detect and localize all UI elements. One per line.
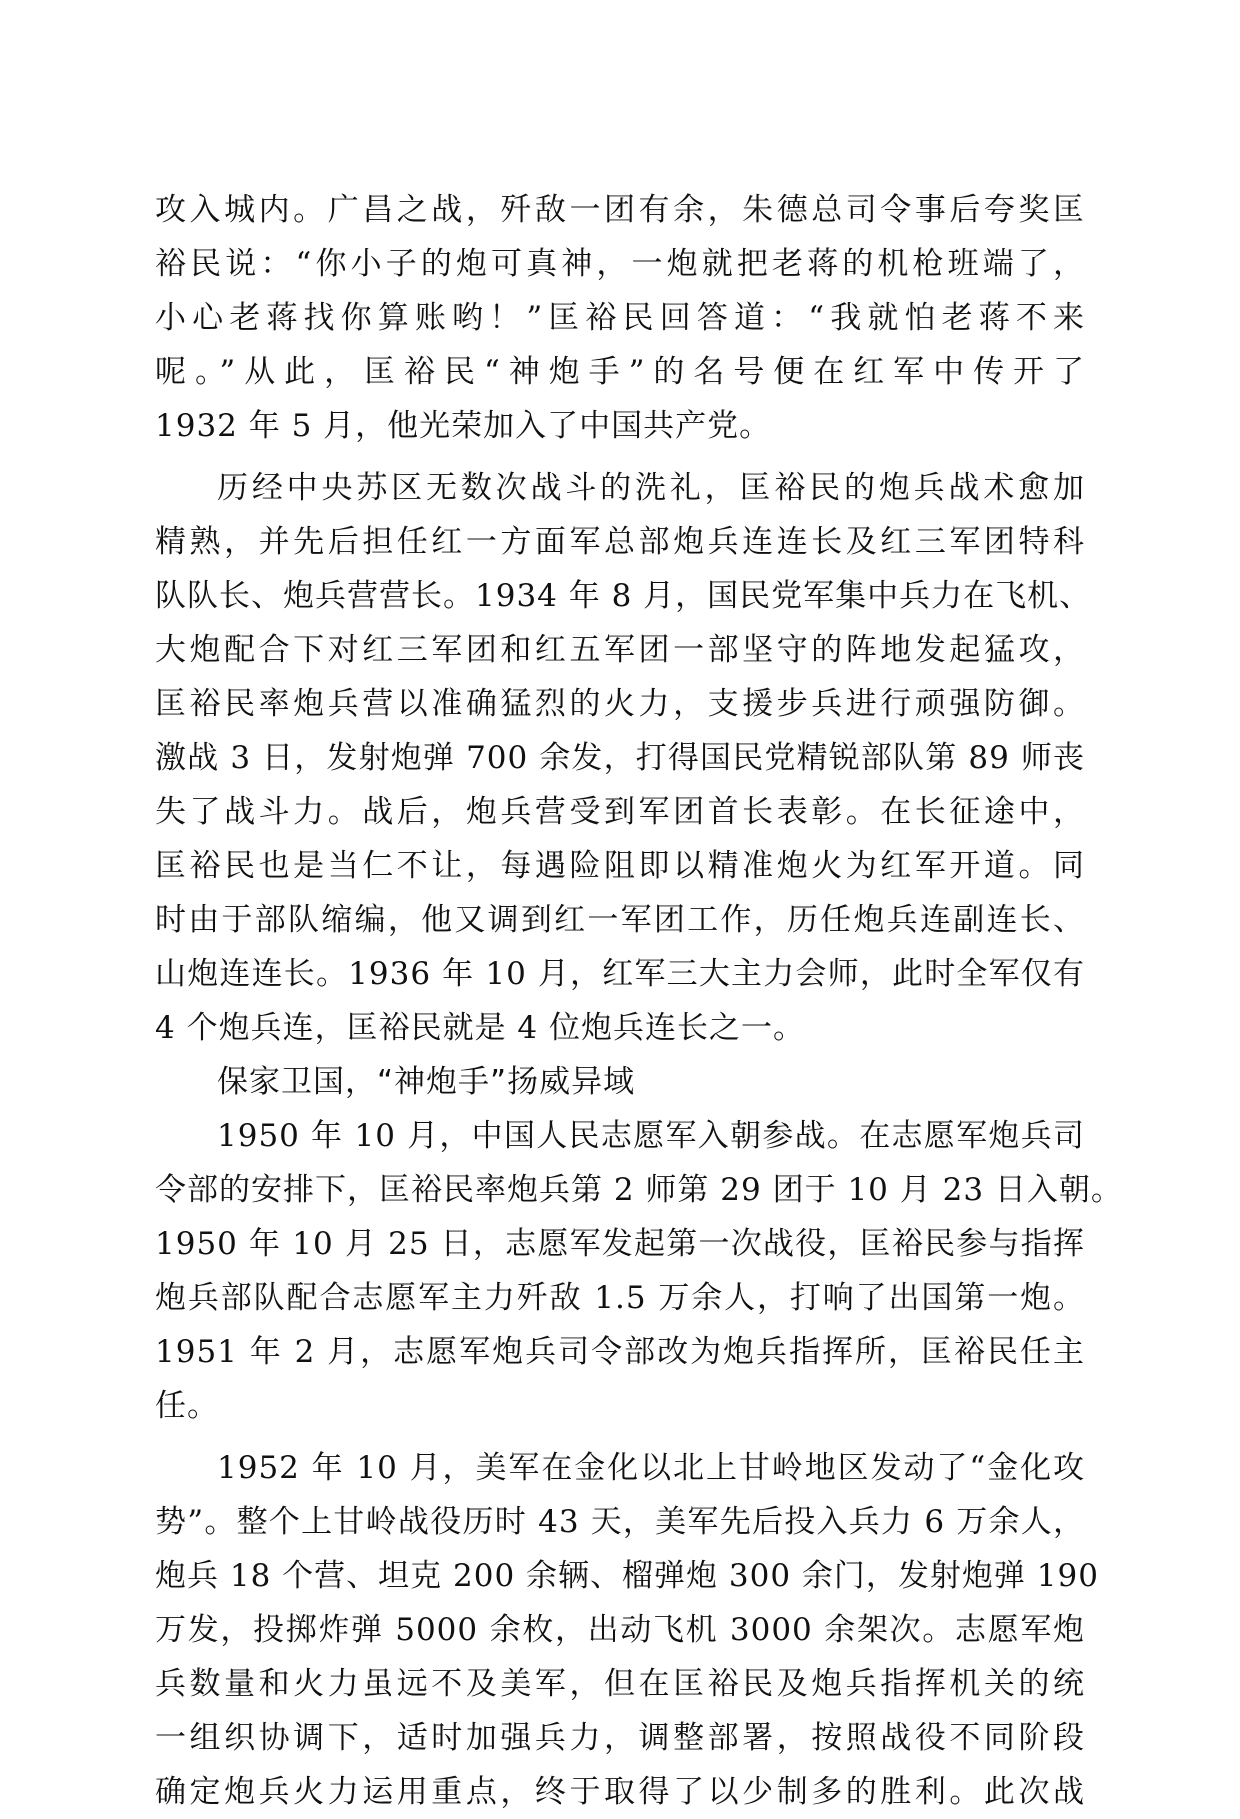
text-line: 兵数量和火力虽远不及美军，但在匡裕民及炮兵指挥机关的统: [155, 1666, 1085, 1702]
text-line: 呢。”从此，匡裕民“神炮手”的名号便在红军中传开了: [155, 354, 1085, 390]
text-line: 时由于部队缩编，他又调到红一军团工作，历任炮兵连副连长、: [155, 902, 1085, 938]
text-line: 山炮连连长。1936 年 10 月，红军三大主力会师，此时全军仅有: [155, 956, 1085, 992]
text-line: 1951 年 2 月，志愿军炮兵司令部改为炮兵指挥所，匡裕民任主: [155, 1334, 1085, 1370]
text-line: 大炮配合下对红三军团和红五军团一部坚守的阵地发起猛攻，: [155, 632, 1085, 668]
text-line: 万发，投掷炸弹 5000 余枚，出动飞机 3000 余架次。志愿军炮: [155, 1612, 1085, 1648]
text-line: 任。: [155, 1388, 219, 1424]
document-page: [155, 183, 1123, 1819]
text-line: 1950 年 10 月，中国人民志愿军入朝参战。在志愿军炮兵司: [217, 1118, 1085, 1154]
text-line: 1932 年 5 月，他光荣加入了中国共产党。: [155, 408, 772, 444]
text-line: 攻入城内。广昌之战，歼敌一团有余，朱德总司令事后夸奖匡: [155, 192, 1085, 228]
paragraph-2: [155, 461, 1092, 1055]
paragraph-3: [155, 1109, 1123, 1433]
paragraph-1: [155, 183, 1085, 453]
text-line: 历经中央苏区无数次战斗的洗礼，匡裕民的炮兵战术愈加: [217, 470, 1085, 506]
text-line: 1950 年 10 月 25 日，志愿军发起第一次战役，匡裕民参与指挥: [155, 1226, 1085, 1262]
text-line: 队队长、炮兵营营长。1934 年 8 月，国民党军集中兵力在飞机、: [155, 578, 1092, 614]
paragraph-4: [155, 1441, 1099, 1819]
text-line: 失了战斗力。战后，炮兵营受到军团首长表彰。在长征途中，: [155, 794, 1085, 830]
text-line: 确定炮兵火力运用重点，终于取得了以少制多的胜利。此次战: [155, 1774, 1085, 1810]
text-line: 4 个炮兵连，匡裕民就是 4 位炮兵连长之一。: [155, 1010, 806, 1046]
text-line: 精熟，并先后担任红一方面军总部炮兵连连长及红三军团特科: [155, 524, 1085, 560]
text-line: 裕民说：“你小子的炮可真神，一炮就把老蒋的机枪班端了，: [155, 246, 1085, 282]
text-line: 1952 年 10 月，美军在金化以北上甘岭地区发动了“金化攻: [217, 1450, 1085, 1486]
section-heading: 保家卫国，“神炮手”扬威异域: [217, 1064, 636, 1100]
text-line: 匡裕民也是当仁不让，每遇险阻即以精准炮火为红军开道。同: [155, 848, 1085, 884]
text-line: 一组织协调下，适时加强兵力，调整部署，按照战役不同阶段: [155, 1720, 1085, 1756]
text-line: 匡裕民率炮兵营以准确猛烈的火力，支援步兵进行顽强防御。: [155, 686, 1085, 722]
text-line: 势”。整个上甘岭战役历时 43 天，美军先后投入兵力 6 万余人，: [155, 1504, 1085, 1540]
text-line: 炮兵部队配合志愿军主力歼敌 1.5 万余人，打响了出国第一炮。: [155, 1280, 1085, 1316]
text-line: 小心老蒋找你算账哟！”匡裕民回答道：“我就怕老蒋不来: [155, 300, 1085, 336]
text-line: 炮兵 18 个营、坦克 200 余辆、榴弹炮 300 余门，发射炮弹 190: [155, 1558, 1099, 1594]
text-line: 令部的安排下，匡裕民率炮兵第 2 师第 29 团于 10 月 23 日入朝。: [155, 1172, 1123, 1208]
text-line: 激战 3 日，发射炮弹 700 余发，打得国民党精锐部队第 89 师丧: [155, 740, 1085, 776]
